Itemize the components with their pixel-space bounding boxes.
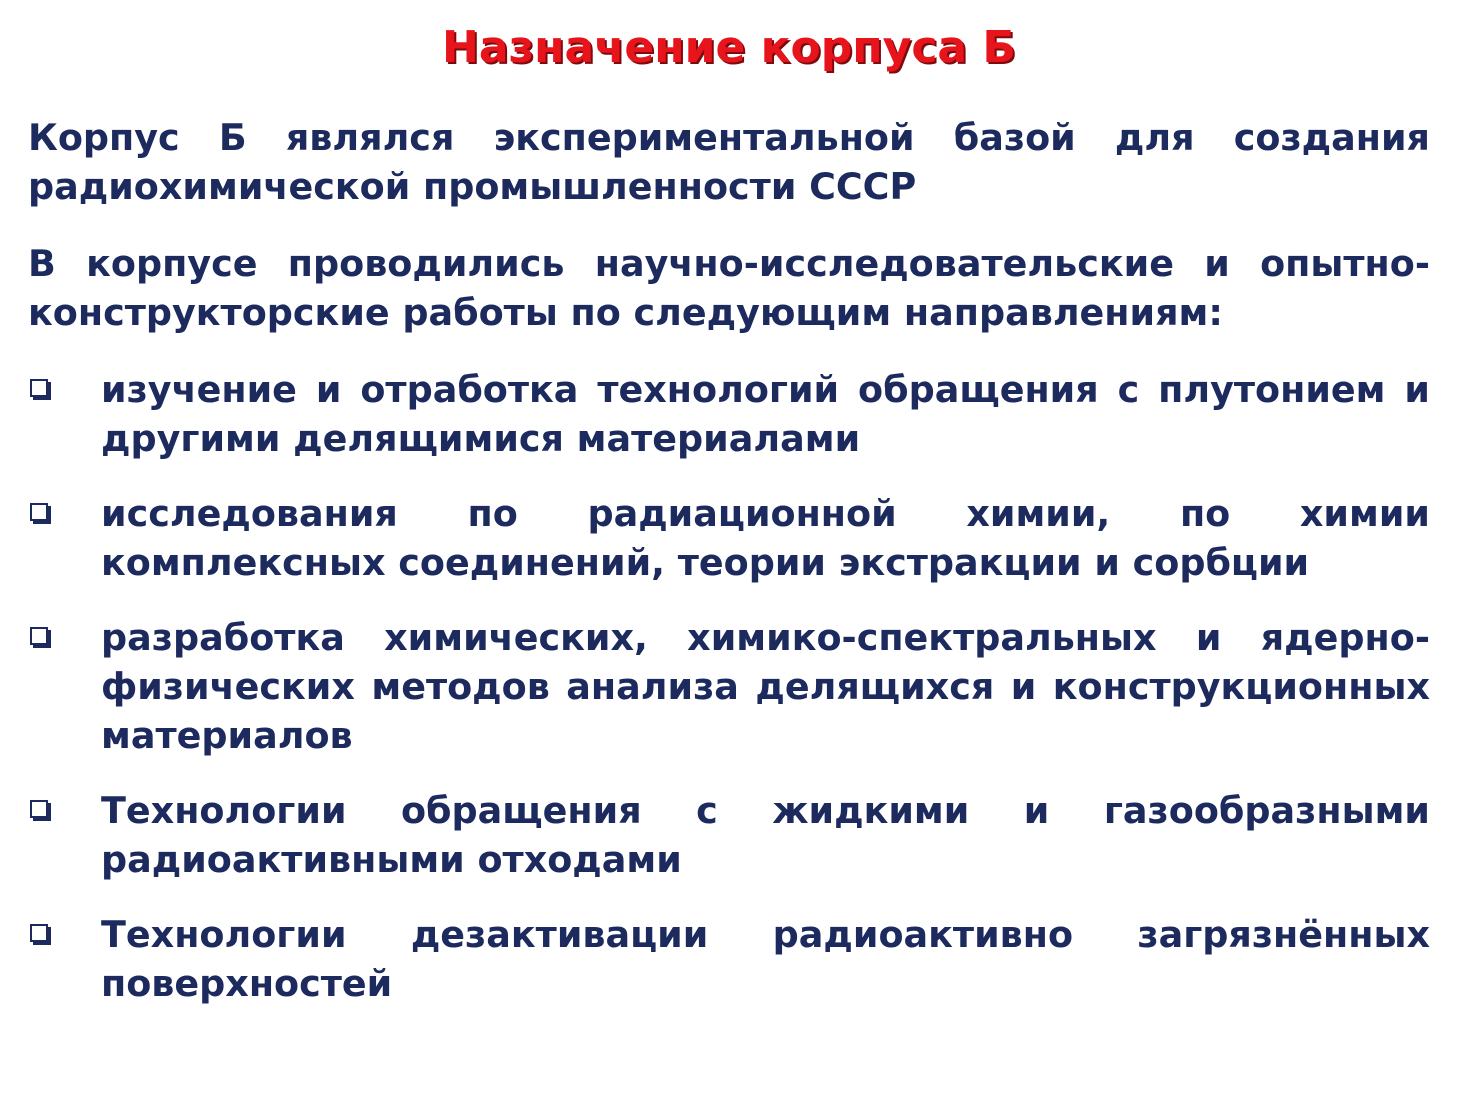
checkbox-square-icon <box>30 924 48 942</box>
list-item-text: исследования по радиационной химии, по химии комплексных соединений, теории экстракции и сорбции <box>101 492 1430 584</box>
list-item <box>28 613 1430 760</box>
list-item-text: Технологии дезактивации радиоактивно загрязнённых поверхностей <box>101 913 1430 1005</box>
list-item <box>28 489 1430 587</box>
checkbox-square-icon <box>30 503 48 521</box>
list-item-text: изучение и отработка технологий обращения с плутонием и другими делящимися материалами <box>101 368 1430 460</box>
checkbox-square-icon <box>30 379 48 397</box>
list-item-text: разработка химических, химико-спектральных и ядерно-физических методов анализа делящихся и конструкционных материалов <box>101 616 1430 757</box>
list-item-text: Технологии обращения с жидкими и газообразными радиоактивными отходами <box>101 789 1430 881</box>
checkbox-square-icon <box>30 627 48 645</box>
slide-content <box>28 113 1430 1034</box>
list-item <box>28 365 1430 463</box>
checkbox-square-icon <box>30 800 48 818</box>
list-item <box>28 910 1430 1008</box>
works-paragraph: В корпусе проводились научно-исследовательские и опытно-конструкторские работы по следующим направлениям: <box>28 242 1430 334</box>
slide-title: Назначение корпуса Б <box>442 22 1016 73</box>
intro-paragraph: Корпус Б являлся экспериментальной базой для создания радиохимической промышленности СССР <box>28 116 1430 208</box>
list-item <box>28 786 1430 884</box>
